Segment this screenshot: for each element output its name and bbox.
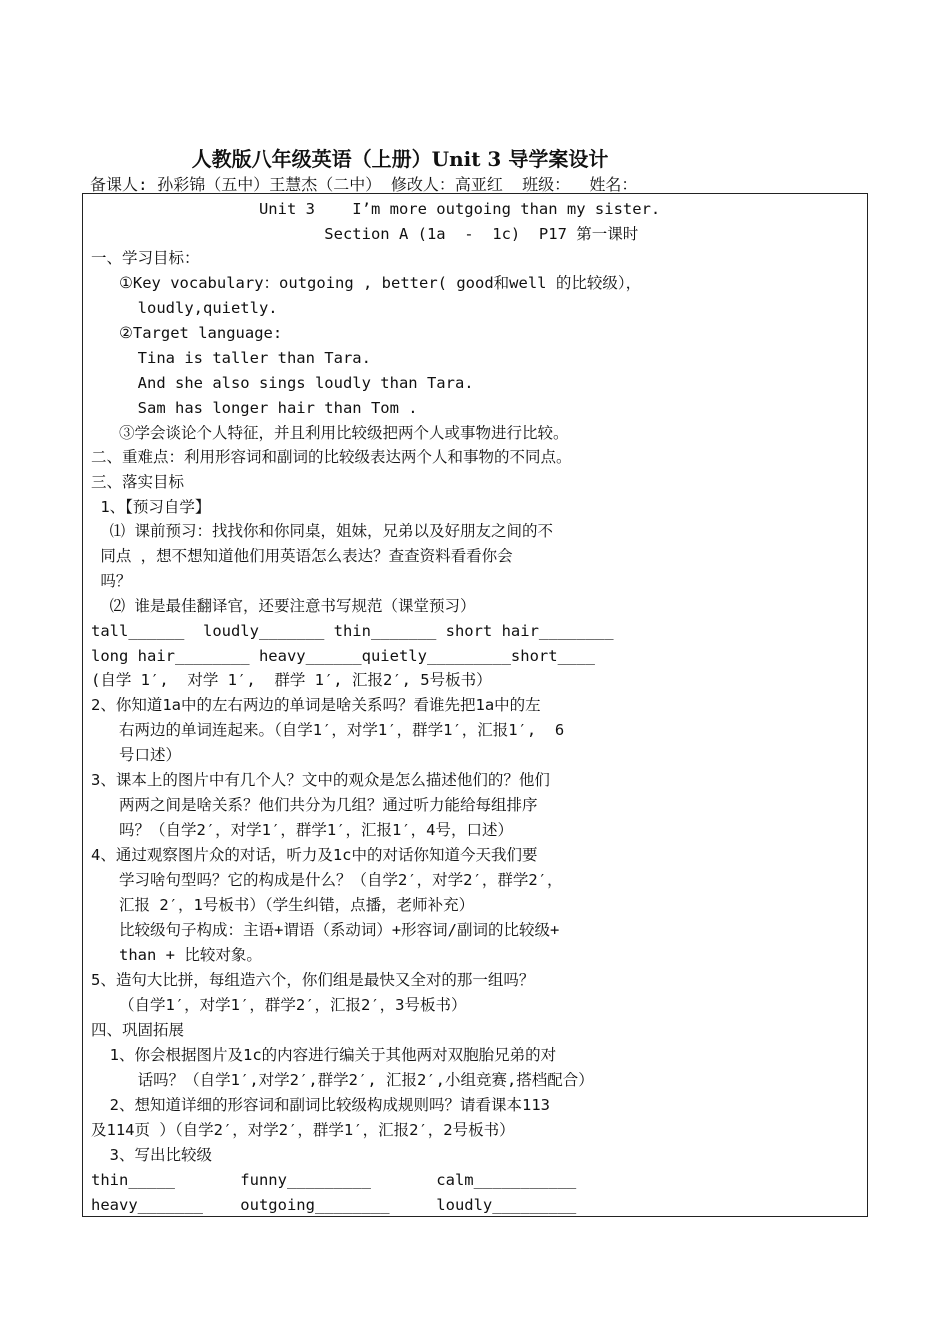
- document-title: 人教版八年级英语（上册）Unit 3 导学案设计: [191, 147, 609, 171]
- text-line: 吗？（自学2′，对学1′，群学1′，汇报1′，4号，口述）: [91, 821, 513, 839]
- blank-line: heavy_______ outgoing________ loudly_________: [91, 1196, 577, 1214]
- text-line: And she also sings loudly than Tara.: [91, 374, 474, 392]
- text-line: 2、想知道详细的形容词和副词比较级构成规则吗？请看课本113: [91, 1096, 550, 1114]
- text-line: （自学1′，对学1′，群学2′，汇报2′，3号板书）: [91, 996, 467, 1014]
- blank-line: tall______ loudly_______ thin_______ short hair________: [91, 622, 614, 640]
- text-line: Tina is taller than Tara.: [91, 349, 371, 367]
- text-line: loudly,quietly.: [91, 299, 278, 317]
- text-line: ⑵ 谁是最佳翻译官，还要注意书写规范（课堂预习）: [91, 597, 476, 615]
- heading-goals: 三、落实目标: [91, 473, 185, 491]
- text-line: than + 比较对象。: [91, 946, 262, 964]
- heading-key-points: 二、重难点：利用形容词和副词的比较级表达两个人和事物的不同点。: [91, 448, 572, 466]
- text-line: 话吗？（自学1′,对学2′,群学2′, 汇报2′,小组竞赛,搭档配合）: [91, 1071, 594, 1089]
- text-line: 同点 ，想不想知道他们用英语怎么表达？查查资料看看你会: [91, 547, 513, 565]
- text-line: 2、你知道1a中的左右两边的单词是啥关系吗？看谁先把1a中的左: [91, 696, 541, 714]
- text-line: Sam has longer hair than Tom .: [91, 399, 418, 417]
- text-line: ⑴ 课前预习：找找你和你同桌，姐妹，兄弟以及好朋友之间的不: [91, 522, 553, 540]
- text-line: ①Key vocabulary：outgoing , better( good和well 的比较级），: [91, 274, 642, 292]
- text-line: 比较级句子构成：主语+谓语（系动词）+形容词/副词的比较级+: [91, 921, 560, 939]
- text-line: 学习啥句型吗？它的构成是什么？（自学2′，对学2′，群学2′，: [91, 871, 563, 889]
- text-line: 3、课本上的图片中有几个人？文中的观众是怎么描述他们的？他们: [91, 771, 550, 789]
- text-line: 及114页 ）（自学2′，对学2′，群学1′，汇报2′，2号板书）: [91, 1121, 515, 1139]
- text-line: (自学 1′, 对学 1′, 群学 1′, 汇报2′, 5号板书）: [91, 671, 492, 689]
- text-line: 3、写出比较级: [91, 1146, 212, 1164]
- text-line: 汇报 2′，1号板书）（学生纠错，点播，老师补充）: [91, 896, 475, 914]
- unit-heading: Unit 3 I’m more outgoing than my sister.: [91, 200, 661, 218]
- text-line: 号口述）: [91, 746, 181, 764]
- text-line: 4、通过观察图片众的对话，听力及1c中的对话你知道今天我们要: [91, 846, 538, 864]
- heading-objectives: 一、学习目标：: [91, 249, 200, 267]
- author-info-line: 备课人: 孙彩锦（五中）王慧杰（二中） 修改人：高亚红 班级： 姓名：: [90, 175, 638, 194]
- blank-line: thin_____ funny_________ calm___________: [91, 1171, 577, 1189]
- heading-consolidate: 四、巩固拓展: [91, 1021, 185, 1039]
- text-line: 5、造句大比拼，每组造六个，你们组是最快又全对的那一组吗？: [91, 971, 535, 989]
- text-line: ②Target language:: [91, 324, 283, 342]
- text-line: 吗？: [91, 572, 132, 590]
- text-line: 右两边的单词连起来。（自学1′，对学1′，群学1′，汇报1′, 6: [91, 721, 565, 739]
- text-line: ③学会谈论个人特征，并且利用比较级把两个人或事物进行比较。: [91, 424, 569, 442]
- text-line: 两两之间是啥关系？他们共分为几组？通过听力能给每组排序: [91, 796, 538, 814]
- text-line: 1、你会根据图片及1c的内容进行编关于其他两对双胞胎兄弟的对: [91, 1046, 557, 1064]
- text-line: 1、【预习自学】: [91, 498, 211, 516]
- blank-line: long hair________ heavy______quietly_________short____: [91, 647, 595, 665]
- section-heading: Section A (1a - 1c) P17 第一课时: [91, 225, 639, 243]
